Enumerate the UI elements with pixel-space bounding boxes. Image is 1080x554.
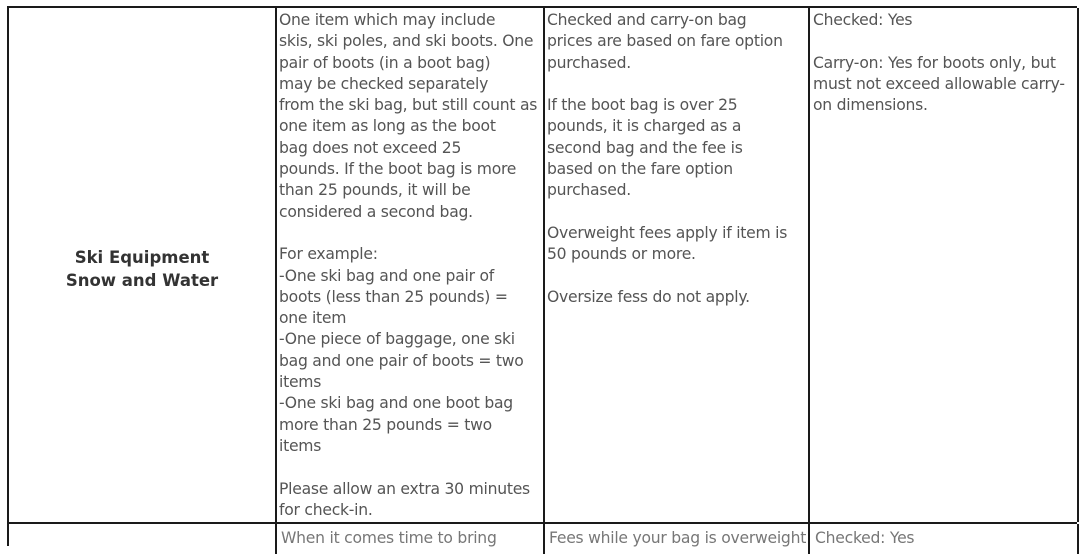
next-description-text: When it comes time to bring	[281, 529, 497, 547]
fees-line: based on the fare option	[547, 160, 733, 179]
allowed-line: on dimensions.	[813, 96, 928, 115]
category-label	[9, 246, 275, 292]
description-line: than 25 pounds, it will be	[279, 181, 471, 200]
description-line: items	[279, 436, 322, 455]
fees-line: purchased.	[547, 53, 631, 72]
description-line: bag does not exceed 25	[279, 138, 462, 157]
description-line: One item which may include	[279, 11, 496, 29]
description-line: -One ski bag and one pair of	[279, 266, 494, 285]
table-row-next	[9, 524, 1077, 554]
description-paragraph-1	[279, 10, 543, 223]
description-paragraph-2	[279, 244, 543, 457]
category-line-2: Snow and Water	[65, 271, 219, 290]
fees-cell	[545, 8, 810, 522]
allowed-cell	[810, 8, 1079, 522]
fees-line: prices are based on fare option	[547, 32, 783, 51]
description-line: considered a second bag.	[279, 202, 473, 221]
description-cell	[277, 8, 545, 522]
description-line: may be checked separately	[279, 74, 489, 93]
fees-line: If the boot bag is over 25	[547, 96, 738, 115]
description-line: one item as long as the boot	[279, 117, 496, 136]
allowed-paragraph-1	[813, 10, 1077, 31]
next-allowed-cell	[810, 524, 1079, 554]
description-line: Please allow an extra 30 minutes	[279, 479, 530, 498]
allowed-line: must not exceed allowable carry-	[813, 74, 1065, 93]
description-line: skis, ski poles, and ski boots. One	[279, 32, 534, 51]
category-line-1: Ski Equipment	[74, 248, 210, 267]
description-line: boots (less than 25 pounds) =	[279, 287, 508, 306]
fees-paragraph-3	[547, 223, 808, 266]
fees-paragraph-2	[547, 95, 808, 201]
description-line: for check-in.	[279, 500, 373, 519]
description-line: For example:	[279, 245, 378, 264]
description-paragraph-3	[279, 479, 543, 522]
fees-line: Oversize fess do not apply.	[547, 287, 750, 306]
allowed-line: Carry-on: Yes for boots only, but	[813, 53, 1056, 72]
fees-line: Overweight fees apply if item is	[547, 223, 788, 242]
allowed-paragraph-2	[813, 53, 1077, 117]
next-fees-text: Fees while your bag is overweight	[549, 529, 807, 547]
fees-line: second bag and the fee is	[547, 138, 743, 157]
next-category-cell	[9, 524, 277, 554]
description-line: -One ski bag and one boot bag	[279, 394, 513, 413]
description-line: one item	[279, 309, 347, 328]
next-description-cell	[277, 524, 545, 554]
fees-paragraph-4	[547, 287, 808, 308]
baggage-table	[7, 6, 1077, 546]
description-line: pounds. If the boot bag is more	[279, 160, 517, 179]
description-line: bag and one pair of boots = two	[279, 351, 524, 370]
table-row-ski-equipment	[9, 8, 1077, 524]
description-line: pair of boots (in a boot bag)	[279, 53, 491, 72]
fees-line: Checked and carry-on bag	[547, 11, 747, 29]
description-line: -One piece of baggage, one ski	[279, 330, 515, 349]
description-line: items	[279, 373, 322, 392]
fees-paragraph-1	[547, 10, 808, 74]
description-line: more than 25 pounds = two	[279, 415, 492, 434]
fees-line: 50 pounds or more.	[547, 245, 696, 264]
next-allowed-text: Checked: Yes	[815, 529, 915, 547]
allowed-line: Checked: Yes	[813, 11, 913, 29]
next-fees-cell	[545, 524, 810, 554]
category-cell	[9, 8, 277, 522]
description-line: from the ski bag, but still count as	[279, 96, 538, 115]
fees-line: pounds, it is charged as a	[547, 117, 742, 136]
fees-line: purchased.	[547, 181, 631, 200]
